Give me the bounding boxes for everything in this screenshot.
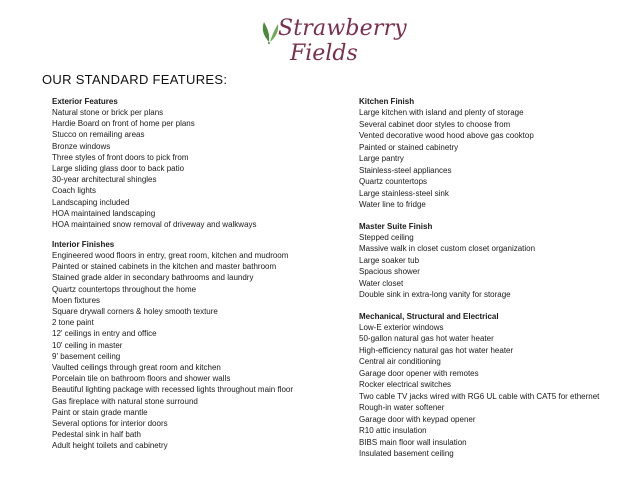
feature-item: Hardie Board on front of home per plans [52,119,195,129]
feature-item: High-efficiency natural gas hot water heater [359,345,514,355]
feature-item: Several options for interior doors [52,418,168,428]
right-column [359,96,629,470]
feature-item: Garage door opener with remotes [359,368,479,378]
feature-item: HOA maintained snow removal of driveway and walkways [52,219,257,229]
feature-item: 12' ceilings in entry and office [52,329,157,339]
section-title: Interior Finishes [52,240,115,250]
feature-item: Natural stone or brick per plans [52,108,164,117]
feature-item: Double sink in extra-long vanity for storage [359,290,511,299]
feature-item: Two cable TV jacks wired with RG6 UL cable with CAT5 for ethernet [359,391,600,401]
feature-item: Stainless-steel appliances [359,165,452,175]
feature-item: 30-year architectural shingles [52,175,157,185]
brand-name-line1: Strawberry [278,16,407,41]
feature-item: BIBS main floor wall insulation [359,437,467,447]
feature-item: Large pantry [359,154,404,163]
feature-item: Gas fireplace with natural stone surround [52,396,198,406]
feature-item: Rocker electrical switches [359,380,452,389]
feature-item: Water line to fridge [359,200,426,209]
feature-item: Rough-in water softener [359,403,445,412]
feature-item: 50-gallon natural gas hot water heater [359,334,494,343]
feature-item: Stained grade alder in secondary bathrooms and laundry [52,273,254,283]
feature-item: Spacious shower [359,267,420,276]
feature-item: Coach lights [52,186,97,196]
feature-item: Vaulted ceilings through great room and kitchen [52,362,221,372]
feature-item: Low-E exterior windows [359,322,444,332]
section-title: Exterior Features [52,97,118,106]
feature-item: Central air conditioning [359,357,441,366]
section-title: Master Suite Finish [359,221,433,231]
feature-item: Adult height toilets and cabinetry [52,441,168,451]
brand-logo [258,8,407,68]
feature-item: R10 attic insulation [359,426,427,435]
feature-item: Water closet [359,278,404,288]
feature-item: Stucco on remailing areas [52,130,145,140]
feature-item: Large kitchen with island and plenty of storage [359,108,524,117]
brand-name-line2: Fields [290,41,358,66]
feature-item: Engineered wood floors in entry, great room, kitchen and mudroom [52,251,289,261]
feature-item: Porcelain tile on bathroom floors and shower walls [52,374,231,384]
feature-item: Painted or stained cabinetry [359,142,459,152]
feature-item: Bronze windows [52,141,111,151]
feature-item: Large soaker tub [359,255,420,265]
feature-item: Massive walk in closet custom closet organization [359,244,536,253]
feature-item: Stepped ceiling [359,232,414,242]
feature-item: Large stainless-steel sink [359,188,449,198]
feature-item: Several cabinet door styles to choose from [359,119,511,129]
feature-item: Large sliding glass door to back patio [52,163,185,173]
feature-item: 2 tone paint [52,318,94,328]
section-title: Mechanical, Structural and Electrical [359,311,499,321]
feature-item: HOA maintained landscaping [52,208,156,218]
section-master-suite-finish [359,221,629,301]
leaf-icon [258,18,280,44]
page-heading: OUR STANDARD FEATURES: [42,72,228,87]
feature-item: Landscaping included [52,197,130,207]
feature-item: Square drywall corners & holey smooth texture [52,307,218,316]
feature-item: Three styles of front doors to pick from [52,152,189,162]
section-kitchen-finish [359,96,629,211]
left-column [52,96,342,460]
feature-item: Moen fixtures [52,295,101,305]
feature-item: 10' ceiling in master [52,340,123,350]
feature-item: Painted or stained cabinets in the kitchen and master bathroom [52,262,277,272]
feature-item: Vented decorative wood hood above gas cooktop [359,131,534,140]
feature-item: Paint or stain grade mantle [52,407,148,417]
section-exterior-features [52,96,342,230]
section-mechanical-structural-and-electrical [359,311,629,460]
section-interior-finishes [52,239,342,451]
feature-item: Quartz countertops throughout the home [52,284,197,294]
feature-item: 9' basement ceiling [52,351,121,361]
feature-item: Garage door with keypad opener [359,414,476,424]
feature-item: Quartz countertops [359,177,428,186]
feature-item: Beautiful lighting package with recessed lights throughout main floor [52,385,294,395]
section-title: Kitchen Finish [359,97,415,106]
feature-item: Pedestal sink in half bath [52,430,141,440]
feature-item: Insulated basement ceiling [359,449,454,458]
